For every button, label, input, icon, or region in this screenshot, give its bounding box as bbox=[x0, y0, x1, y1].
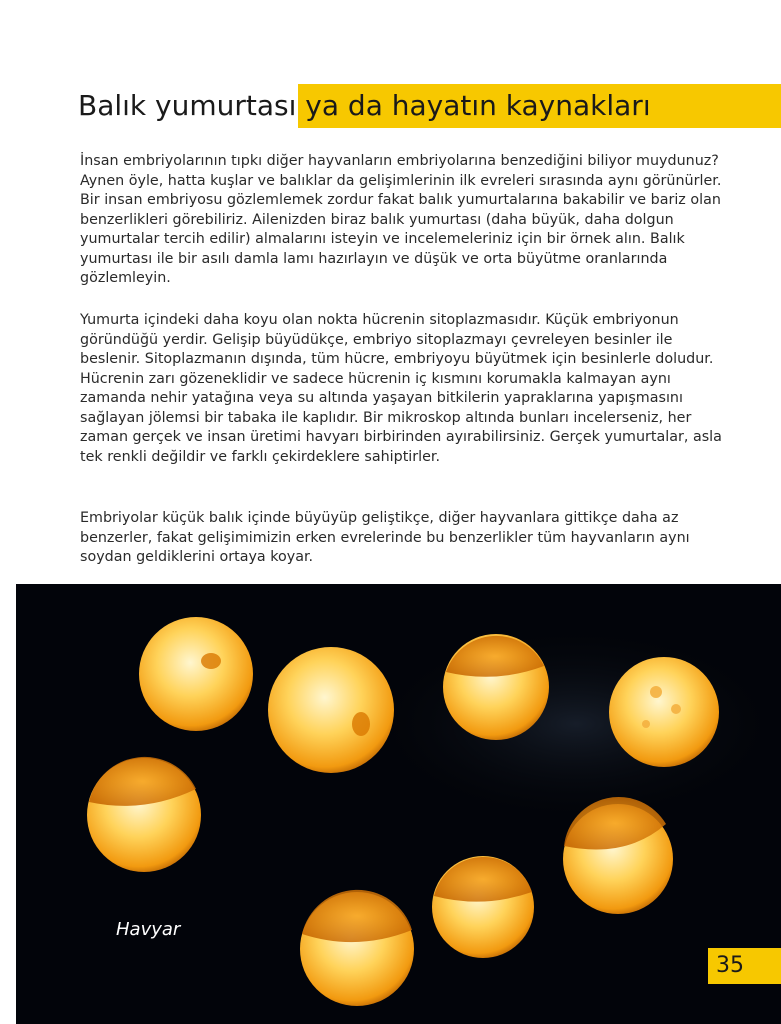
egg bbox=[609, 657, 719, 767]
article-title: Balık yumurtası ya da hayatın kaynakları bbox=[78, 89, 651, 122]
egg bbox=[432, 856, 534, 958]
page-number: 35 bbox=[708, 948, 781, 984]
egg bbox=[563, 797, 673, 914]
caviar-photo bbox=[16, 584, 781, 1024]
egg bbox=[300, 890, 414, 1006]
paragraph-intro: İnsan embriyolarının tıpkı diğer hayvanların embriyolarına benzediğini biliyor muydunuz? Aynen öyle, hatta kuşlar ve balıklar da gelişimlerinin ilk evreleri sırasında aynı görünürler. Bir insan embriyosu gözlemlemek zordur fakat balık yumurtalarına bakabilir ve bariz olan benzerlikleri görebiliriz. Ailenizden biraz balık yumurtası (daha büyük, daha dolgun yumurtalar tercih edilir) almalarını isteyin ve incelemeleriniz için bir örnek alın. Balık yumurtası ile bir asılı damla lamı hazırlayın ve düşük ve orta büyütme oranlarında gözlemleyin. bbox=[80, 153, 722, 286]
egg bbox=[139, 617, 253, 731]
egg bbox=[443, 634, 549, 740]
photo-caption: Havyar bbox=[116, 919, 181, 940]
fish-eggs-illustration bbox=[16, 584, 781, 1024]
paragraph-cytoplasm: Yumurta içindeki daha koyu olan nokta hücrenin sitoplazmasıdır. Küçük embriyonun göründüğü yerdir. Gelişip büyüdükçe, embriyo sitoplazmayı çevreleyen besinler ile beslenir. Sitoplazmanın dışında, tüm hücre, embriyoyu büyütmek için besinlerle doludur. Hücrenin zarı gözeneklidir ve sadece hücrenin iç kısmını korumakla kalmayan aynı zamanda nehir yatağına veya su altında yaşayan bitkilerin yapraklarına yapışmasını sağlayan jölemsi bir tabaka ile kaplıdır. Bir mikroskop altında bunları incelerseniz, her zaman gerçek ve insan üretimi havyarı birbirinden ayırabilirsiniz. Gerçek yumurtalar, asla tek renkli değildir ve farklı çekirdeklere sahiptirler. bbox=[80, 312, 722, 465]
egg bbox=[87, 757, 201, 872]
egg bbox=[268, 647, 394, 773]
paragraph-conclusion: Embriyolar küçük balık içinde büyüyüp geliştikçe, diğer hayvanlara gittikçe daha az benzerler, fakat gelişimimizin erken evrelerinde bu benzerlikler tüm hayvanların aynı soydan geldiklerini ortaya koyar. bbox=[80, 510, 690, 565]
